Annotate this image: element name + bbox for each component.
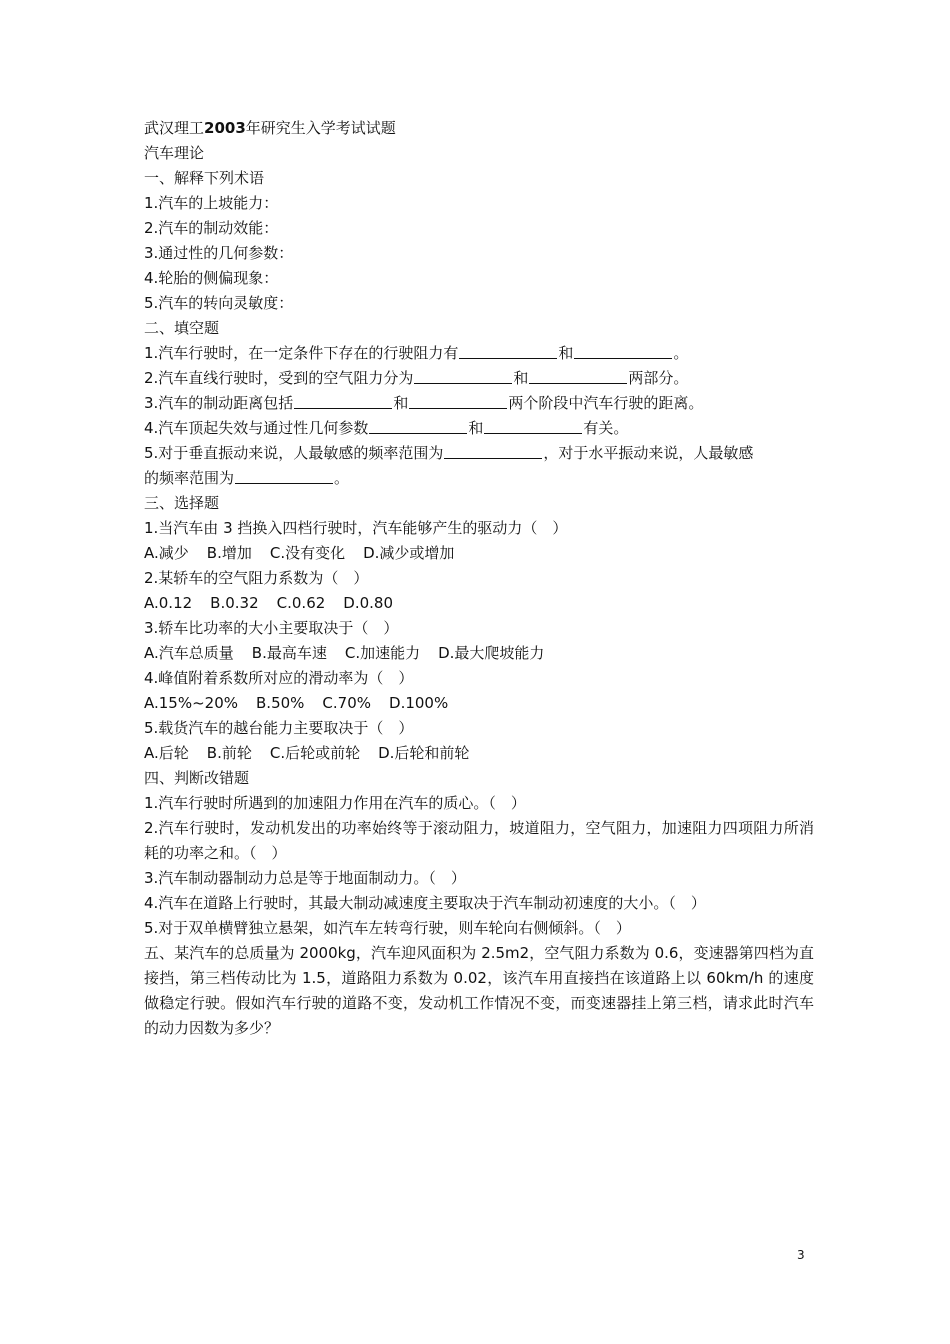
option: D.后轮和前轮 bbox=[378, 744, 470, 762]
judgement-item: 5.对于双单横臂独立悬架，如汽车左转弯行驶，则车轮向右侧倾斜。（ ） bbox=[144, 919, 631, 937]
choice-options bbox=[144, 591, 814, 616]
option: C.没有变化 bbox=[269, 544, 346, 562]
term-item: 5.汽车的转向灵敏度： bbox=[144, 294, 294, 312]
answer-blank bbox=[414, 367, 512, 384]
document-body bbox=[144, 116, 814, 1041]
option: C.0.62 bbox=[276, 594, 326, 612]
fill-question: 2.汽车直线行驶时，受到的空气阻力分为 和 两部分。 bbox=[144, 369, 689, 387]
answer-blank bbox=[409, 392, 507, 409]
answer-blank bbox=[459, 342, 557, 359]
answer-blank bbox=[235, 467, 333, 484]
option: A.15%~20% bbox=[144, 694, 239, 712]
choice-options bbox=[144, 691, 814, 716]
option: D.100% bbox=[389, 694, 449, 712]
answer-blank bbox=[574, 342, 672, 359]
option: C.后轮或前轮 bbox=[269, 744, 361, 762]
choice-question: 4.峰值附着系数所对应的滑动率为（ ） bbox=[144, 669, 414, 687]
document-title: 武汉理工2003年研究生入学考试试题 bbox=[144, 119, 396, 137]
section-heading: 二、填空题 bbox=[144, 319, 220, 337]
option: A.0.12 bbox=[144, 594, 193, 612]
option: B.增加 bbox=[206, 544, 252, 562]
option: C.加速能力 bbox=[344, 644, 421, 662]
answer-blank bbox=[444, 442, 542, 459]
fill-question: 1.汽车行驶时，在一定条件下存在的行驶阻力有 和 。 bbox=[144, 344, 689, 362]
term-item: 4.轮胎的侧偏现象： bbox=[144, 269, 279, 287]
fill-question: 4.汽车顶起失效与通过性几何参数 和 有关。 bbox=[144, 419, 629, 437]
section-heading: 三、选择题 bbox=[144, 494, 220, 512]
choice-question: 5.载货汽车的越台能力主要取决于（ ） bbox=[144, 719, 414, 737]
answer-blank bbox=[369, 417, 467, 434]
fill-question-continued: 的频率范围为 。 bbox=[144, 469, 350, 487]
section-heading: 一、解释下列术语 bbox=[144, 169, 265, 187]
term-item: 3.通过性的几何参数： bbox=[144, 244, 294, 262]
fill-question: 3.汽车的制动距离包括 和 两个阶段中汽车行驶的距离。 bbox=[144, 394, 704, 412]
section-heading: 四、判断改错题 bbox=[144, 769, 250, 787]
option: A.后轮 bbox=[144, 744, 189, 762]
option: A.汽车总质量 bbox=[144, 644, 234, 662]
option: D.减少或增加 bbox=[363, 544, 455, 562]
option: B.0.32 bbox=[210, 594, 259, 612]
choice-options bbox=[144, 541, 814, 566]
calculation-problem: 五、某汽车的总质量为 2000kg，汽车迎风面积为 2.5m2，空气阻力系数为 0.6，变速器第四档为直接挡，第三档传动比为 1.5，道路阻力系数为 0.02，该汽车用直接挡在该道路上以 60km/h 的速度做稳定行驶。假如汽车行驶的道路不变，发动机工作情况不变，而变速器挂上第三档，请求此时汽车的动力因数为多少？ bbox=[144, 944, 814, 1037]
judgement-item: 4.汽车在道路上行驶时，其最大制动减速度主要取决于汽车制动初速度的大小。（ ） bbox=[144, 894, 706, 912]
subject-title: 汽车理论 bbox=[144, 144, 205, 162]
option: A.减少 bbox=[144, 544, 189, 562]
judgement-item: 3.汽车制动器制动力总是等于地面制动力。（ ） bbox=[144, 869, 466, 887]
choice-question: 2.某轿车的空气阻力系数为（ ） bbox=[144, 569, 369, 587]
answer-blank bbox=[484, 417, 582, 434]
choice-question: 3.轿车比功率的大小主要取决于（ ） bbox=[144, 619, 399, 637]
judgement-item: 2.汽车行驶时，发动机发出的功率始终等于滚动阻力，坡道阻力，空气阻力，加速阻力四项阻力所消耗的功率之和。（ ） bbox=[144, 819, 814, 862]
answer-blank bbox=[529, 367, 627, 384]
answer-blank bbox=[294, 392, 392, 409]
term-item: 2.汽车的制动效能： bbox=[144, 219, 279, 237]
choice-options bbox=[144, 641, 814, 666]
choice-question: 1.当汽车由 3 挡换入四档行驶时，汽车能够产生的驱动力（ ） bbox=[144, 519, 568, 537]
option: C.70% bbox=[322, 694, 372, 712]
option: B.最高车速 bbox=[251, 644, 327, 662]
choice-options bbox=[144, 741, 814, 766]
judgement-item: 1.汽车行驶时所遇到的加速阻力作用在汽车的质心。（ ） bbox=[144, 794, 526, 812]
term-item: 1.汽车的上坡能力： bbox=[144, 194, 279, 212]
option: D.最大爬坡能力 bbox=[438, 644, 545, 662]
option: B.前轮 bbox=[206, 744, 252, 762]
option: D.0.80 bbox=[343, 594, 393, 612]
option: B.50% bbox=[256, 694, 305, 712]
page-number: 3 bbox=[797, 1248, 805, 1262]
fill-question: 5.对于垂直振动来说，人最敏感的频率范围为 ，对于水平振动来说，人最敏感 bbox=[144, 444, 754, 462]
